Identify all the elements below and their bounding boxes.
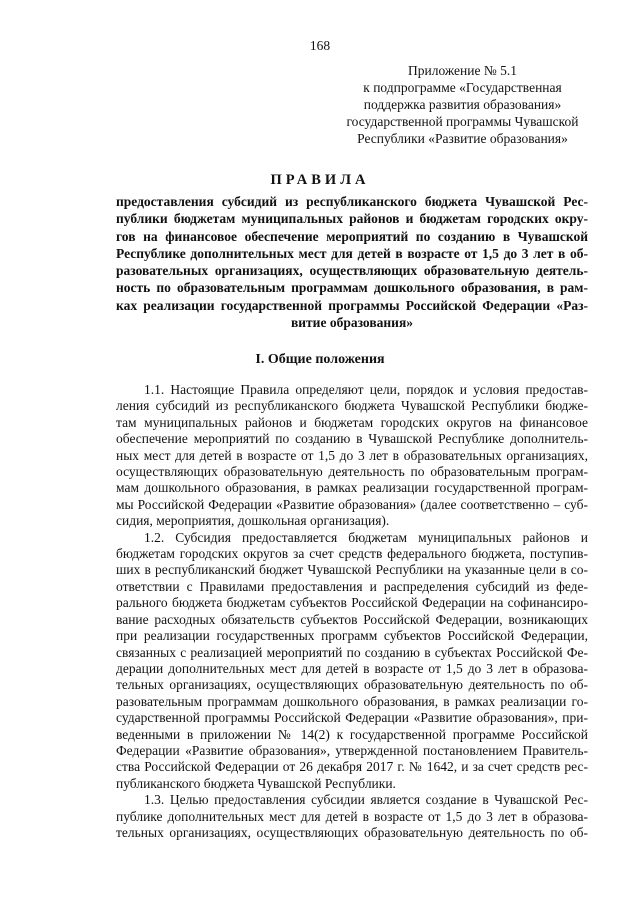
paragraph-line: веденными в приложении № 14(2) к государственной программе Российской [116, 726, 588, 742]
annex-line: государственной программы Чувашской [346, 114, 579, 129]
subtitle-line: витие образования» [290, 315, 413, 331]
paragraph-line: сидия, мероприятия, дошкольная организация). [116, 513, 390, 529]
paragraph-line: бюджетам городских округов за счет средств федерального бюджета, поступив- [116, 546, 588, 562]
paragraph-line: обеспечение мероприятий по созданию в Чувашской Республике дополнитель- [116, 431, 588, 447]
paragraph-line: сударственной программы Российской Федерации «Развитие образования», при- [116, 710, 588, 726]
paragraph-line: при реализации государственных программ субъектов Российской Федерации, [116, 628, 588, 644]
paragraph-line: публике дополнительных мест для детей в возрасте от 1,5 до 3 лет в образова- [116, 808, 588, 824]
annex-line: Приложение № 5.1 [408, 63, 517, 78]
paragraph-line: ства Российской Федерации от 26 декабря 2017 г. № 1642, и за счет средств рес- [116, 759, 588, 775]
paragraph-line: 1.3. Целью предоставления субсидии является создание в Чувашской Рес- [144, 792, 588, 808]
paragraph-line: ших в республиканский бюджет Чувашской Республики на указанные цели в со- [116, 562, 588, 578]
paragraph-1-3 [116, 792, 588, 841]
annex-line: Республики «Развитие образования» [357, 131, 568, 146]
section-heading: I. Общие положения [255, 352, 385, 367]
paragraph-line: ления субсидий из республиканского бюджета Чувашской Республики бюдже- [116, 398, 588, 414]
paragraph-1-2 [116, 530, 588, 793]
subtitle-line: публики бюджетам муниципальных районов и бюджетам городских окру- [116, 211, 588, 227]
paragraph-line: разовательным программам дошкольного образования, в рамках реализации го- [116, 693, 588, 709]
paragraph-line: осуществляющих образовательную деятельность по образовательным програм- [116, 464, 588, 480]
document-subtitle [116, 193, 588, 331]
paragraph-line: 1.2. Субсидия предоставляется бюджетам муниципальных районов и [144, 529, 588, 545]
paragraph-line: тельных организациях, осуществляющих образовательную деятельность по об- [116, 677, 588, 693]
paragraph-line: вание расходных обязательств субъектов Российской Федерации, возникающих [116, 611, 588, 627]
body-text [116, 382, 588, 841]
paragraph-line: 1.1. Настоящие Правила определяют цели, порядок и условия предостав- [144, 382, 588, 397]
paragraph-line: публиканского бюджета Чувашской Республики. [116, 775, 396, 791]
paragraph-line: дерации дополнительных мест для детей в возрасте от 1,5 до 3 лет в образова- [116, 660, 588, 676]
subtitle-line: разовательных организациях, осуществляющих образовательную деятель- [116, 263, 588, 279]
subtitle-line: гов на финансовое обеспечение мероприятий по созданию в Чувашской [116, 228, 588, 244]
annex-block [345, 62, 580, 147]
paragraph-line: Федерации «Развитие образования», утвержденной постановлением Правитель- [116, 742, 588, 758]
subtitle-line: Республике дополнительных мест для детей в возрасте от 1,5 до 3 лет в об- [116, 245, 588, 261]
document-title: ПРАВИЛА [270, 172, 370, 188]
paragraph-line: ответствии с Правилами предоставления и распределения субсидий из феде- [116, 578, 588, 594]
paragraph-line: там муниципальных районов и бюджетам городских округов на финансовое [116, 414, 588, 430]
subtitle-line: предоставления субсидий из республиканского бюджета Чувашской Рес- [116, 194, 588, 209]
paragraph-line: мам дошкольного образования, в рамках реализации государственной програм- [116, 480, 588, 496]
paragraph-line: тельных организациях, осуществляющих образовательную деятельность по об- [116, 824, 588, 840]
paragraph-1-1 [116, 382, 588, 530]
paragraph-line: рального бюджета бюджетам субъектов Российской Федерации на софинансиро- [116, 595, 588, 611]
paragraph-line: мы Российской Федерации «Развитие образования» (далее соответственно – суб- [116, 496, 588, 512]
paragraph-line: связанных с реализацией мероприятий по созданию в субъектах Российской Фе- [116, 644, 588, 660]
annex-line: к подпрограмме «Государственная [363, 80, 562, 95]
subtitle-line: ках реализации государственной программы Российской Федерации «Раз- [116, 297, 588, 313]
page-number: 168 [309, 38, 331, 53]
annex-line: поддержка развития образования» [363, 97, 562, 112]
subtitle-line: ность по образовательным программам дошкольного образования, в рам- [116, 280, 588, 296]
paragraph-line: ных мест для детей в возрасте от 1,5 до 3 лет в образовательных организациях, [116, 447, 588, 463]
